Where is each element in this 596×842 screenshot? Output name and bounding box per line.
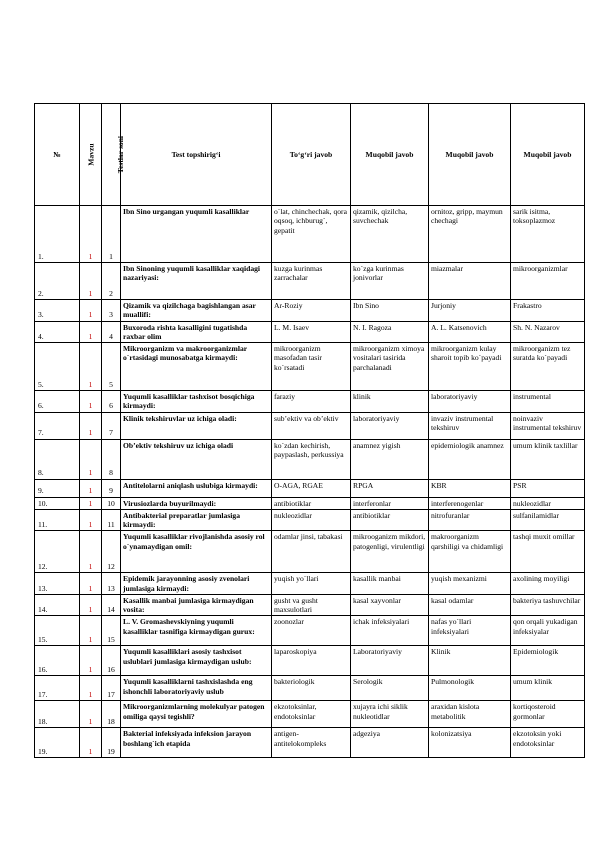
header-alt1: Muqobil javob: [351, 104, 429, 206]
row-number: 17.: [35, 676, 80, 701]
row-number: 18.: [35, 701, 80, 728]
row-test-count: 11: [102, 509, 121, 531]
correct-answer: yuqish yo`llari: [272, 573, 351, 595]
alternative-answer-2: yuqish mexanizmi: [429, 573, 511, 595]
alternative-answer-1: Laboratoriyaviy: [351, 646, 429, 676]
correct-answer: sub’ektiv va ob’ektiv: [272, 412, 351, 439]
alternative-answer-1: ko`zga kurinmas jonivorlar: [351, 263, 429, 300]
alternative-answer-1: antibiotiklar: [351, 509, 429, 531]
alternative-answer-1: ichak infeksiyalari: [351, 616, 429, 646]
correct-answer: faraziy: [272, 391, 351, 413]
row-number: 13.: [35, 573, 80, 595]
alternative-answer-3: kortiqosteroid gormonlar: [511, 701, 585, 728]
alternative-answer-2: makroorganizm qarshiligi va chidamligi: [429, 531, 511, 573]
alternative-answer-1: klinik: [351, 391, 429, 413]
correct-answer: antibiotiklar: [272, 497, 351, 509]
question-text: Ibn Sinoning yuqumli kasalliklar xaqidagi nazariyasi:: [121, 263, 272, 300]
header-row: [35, 104, 585, 206]
alternative-answer-2: Klinik: [429, 646, 511, 676]
correct-answer: ko`zdan kechirish, paypaslash, perkussiya: [272, 439, 351, 479]
alternative-answer-2: Jurjoniy: [429, 300, 511, 322]
row-test-count: 13: [102, 573, 121, 595]
row-number: 14.: [35, 594, 80, 616]
row-test-count: 6: [102, 391, 121, 413]
table-row: [35, 497, 585, 509]
question-text: Epidemik jarayonning asosiy zvenolari jumlasiga kirmaydi:: [121, 573, 272, 595]
row-number: 7.: [35, 412, 80, 439]
question-text: Virusiozlarda buyurilmaydi:: [121, 497, 272, 509]
row-number: 1.: [35, 206, 80, 263]
row-mavzu: 1: [80, 439, 102, 479]
alternative-answer-3: umum klinik: [511, 676, 585, 701]
row-test-count: 3: [102, 300, 121, 322]
row-test-count: 7: [102, 412, 121, 439]
correct-answer: odamlar jinsi, tabakasi: [272, 531, 351, 573]
table-row: [35, 509, 585, 531]
question-text: Mikroorganizmlarning molekulyar patogen omiliga qaysi tegishli?: [121, 701, 272, 728]
table-row: [35, 263, 585, 300]
row-test-count: 16: [102, 646, 121, 676]
alternative-answer-3: mikroorganizm tez suratda ko`payadi: [511, 343, 585, 391]
row-mavzu: 1: [80, 616, 102, 646]
row-mavzu: 1: [80, 412, 102, 439]
row-number: 19.: [35, 728, 80, 758]
alternative-answer-3: instrumental: [511, 391, 585, 413]
row-mavzu: 1: [80, 531, 102, 573]
alternative-answer-3: noinvaziv instrumental tekshiruv: [511, 412, 585, 439]
alternative-answer-3: ekzotoksin yoki endotoksinlar: [511, 728, 585, 758]
question-text: Yuqumli kasalliklar tashxisot bosqichiga kirmaydi:: [121, 391, 272, 413]
alternative-answer-3: qon orqali yukadigan infeksiyalar: [511, 616, 585, 646]
row-mavzu: 1: [80, 300, 102, 322]
alternative-answer-3: bakteriya tashuvchilar: [511, 594, 585, 616]
alternative-answer-3: sulfanilamidlar: [511, 509, 585, 531]
row-test-count: 18: [102, 701, 121, 728]
row-number: 4.: [35, 321, 80, 343]
alternative-answer-1: xujayra ichi siklik nukleotidlar: [351, 701, 429, 728]
question-text: Ob’ektiv tekshiruv uz ichiga oladi: [121, 439, 272, 479]
alternative-answer-2: mikroorganizm kulay sharoit topib ko`payadi: [429, 343, 511, 391]
alternative-answer-3: axolining moyiligi: [511, 573, 585, 595]
row-mavzu: 1: [80, 479, 102, 497]
table-row: [35, 206, 585, 263]
alternative-answer-2: kasal odamlar: [429, 594, 511, 616]
alternative-answer-2: Pulmonologik: [429, 676, 511, 701]
row-test-count: 1: [102, 206, 121, 263]
table-row: [35, 728, 585, 758]
table-row: [35, 479, 585, 497]
row-test-count: 19: [102, 728, 121, 758]
table-row: [35, 573, 585, 595]
question-text: Kasallik manbai jumlasiga kirmaydigan vosita:: [121, 594, 272, 616]
row-mavzu: 1: [80, 321, 102, 343]
alternative-answer-1: anamnez yigish: [351, 439, 429, 479]
question-text: L. V. Gromashevskiyning yuqumli kasalliklar tasnifiga kirmaydigan gurux:: [121, 616, 272, 646]
row-number: 12.: [35, 531, 80, 573]
row-test-count: 14: [102, 594, 121, 616]
row-test-count: 9: [102, 479, 121, 497]
row-number: 5.: [35, 343, 80, 391]
alternative-answer-3: Sh. N. Nazarov: [511, 321, 585, 343]
table-row: [35, 594, 585, 616]
header-correct: To‘g‘ri javob: [272, 104, 351, 206]
row-number: 10.: [35, 497, 80, 509]
alternative-answer-3: nukleozidlar: [511, 497, 585, 509]
alternative-answer-2: invaziv instrumental tekshiruv: [429, 412, 511, 439]
row-test-count: 4: [102, 321, 121, 343]
alternative-answer-2: miazmalar: [429, 263, 511, 300]
alternative-answer-1: adgeziya: [351, 728, 429, 758]
alternative-answer-2: interferenogenlar: [429, 497, 511, 509]
alternative-answer-3: tashqi muxit omillar: [511, 531, 585, 573]
row-test-count: 10: [102, 497, 121, 509]
table-row: [35, 701, 585, 728]
alternative-answer-1: Ibn Sino: [351, 300, 429, 322]
correct-answer: bakteriologik: [272, 676, 351, 701]
alternative-answer-3: Frakastro: [511, 300, 585, 322]
row-mavzu: 1: [80, 701, 102, 728]
table-row: [35, 676, 585, 701]
alternative-answer-1: kasal xayvonlar: [351, 594, 429, 616]
alternative-answer-2: nafas yo`llari infeksiyalari: [429, 616, 511, 646]
alternative-answer-1: qizamik, qizilcha, suvchechak: [351, 206, 429, 263]
row-test-count: 12: [102, 531, 121, 573]
row-mavzu: 1: [80, 497, 102, 509]
correct-answer: nukleozidlar: [272, 509, 351, 531]
table-body: [35, 206, 585, 758]
alternative-answer-2: A. L. Katsenovich: [429, 321, 511, 343]
row-number: 6.: [35, 391, 80, 413]
correct-answer: L. M. Isaev: [272, 321, 351, 343]
alternative-answer-1: interferonlar: [351, 497, 429, 509]
row-test-count: 2: [102, 263, 121, 300]
table-row: [35, 616, 585, 646]
alternative-answer-1: mikrooganizm mikdori, patogenligi, virulentligi: [351, 531, 429, 573]
alternative-answer-2: araxidan kislota metabolitik: [429, 701, 511, 728]
correct-answer: antigen-antitelokompleks: [272, 728, 351, 758]
row-mavzu: 1: [80, 594, 102, 616]
alternative-answer-3: Epidemiologik: [511, 646, 585, 676]
header-count: Testlar soni: [102, 104, 121, 206]
alternative-answer-3: umum klinik taxlillar: [511, 439, 585, 479]
row-number: 9.: [35, 479, 80, 497]
alternative-answer-2: KBR: [429, 479, 511, 497]
question-text: Ibn Sino urgangan yuqumli kasalliklar: [121, 206, 272, 263]
alternative-answer-2: nitrofuranlar: [429, 509, 511, 531]
row-mavzu: 1: [80, 573, 102, 595]
table-row: [35, 343, 585, 391]
header-alt3: Muqobil javob: [511, 104, 585, 206]
question-text: Yuqumli kasalliklarni tashxislashda eng ishonchli laboratoriyaviy uslub: [121, 676, 272, 701]
alternative-answer-1: kasallik manbai: [351, 573, 429, 595]
question-text: Antibakterial preparatlar jumlasiga kirmaydi:: [121, 509, 272, 531]
row-mavzu: 1: [80, 728, 102, 758]
header-alt2: Muqobil javob: [429, 104, 511, 206]
table-row: [35, 646, 585, 676]
table-row: [35, 439, 585, 479]
row-number: 15.: [35, 616, 80, 646]
table-row: [35, 300, 585, 322]
table-row: [35, 531, 585, 573]
question-text: Mikroorganizm va makroorganizmlar o`rtasidagi munosabatga kirmaydi:: [121, 343, 272, 391]
table-row: [35, 412, 585, 439]
correct-answer: laparoskopiya: [272, 646, 351, 676]
correct-answer: o`lat, chinchechak, qora oqsoq, ichburug`, gepatit: [272, 206, 351, 263]
question-text: Klinik tekshiruvlar uz ichiga oladi:: [121, 412, 272, 439]
alternative-answer-1: mikroorganizm ximoya vositalari tasirida parchalanadi: [351, 343, 429, 391]
row-test-count: 17: [102, 676, 121, 701]
correct-answer: kuzga kurinmas zarrachalar: [272, 263, 351, 300]
header-question: Test topshirig‘i: [121, 104, 272, 206]
alternative-answer-2: epidemiologik anamnez: [429, 439, 511, 479]
row-mavzu: 1: [80, 206, 102, 263]
header-num: №: [35, 104, 80, 206]
alternative-answer-3: mikroorganizmlar: [511, 263, 585, 300]
alternative-answer-1: RPGA: [351, 479, 429, 497]
row-mavzu: 1: [80, 263, 102, 300]
correct-answer: gusht va gusht maxsulotlari: [272, 594, 351, 616]
alternative-answer-3: sarik isitma, toksoplazmoz: [511, 206, 585, 263]
correct-answer: O-AGA, RGAE: [272, 479, 351, 497]
alternative-answer-3: PSR: [511, 479, 585, 497]
row-test-count: 5: [102, 343, 121, 391]
alternative-answer-1: Serologik: [351, 676, 429, 701]
row-mavzu: 1: [80, 676, 102, 701]
correct-answer: ekzotoksinlar, endotoksinlar: [272, 701, 351, 728]
row-number: 11.: [35, 509, 80, 531]
question-text: Yuqumli kasalliklar rivojlanishda asosiy rol o`ynamaydigan omil:: [121, 531, 272, 573]
alternative-answer-2: ornitoz, gripp, maymun chechagi: [429, 206, 511, 263]
correct-answer: Ar-Roziy: [272, 300, 351, 322]
row-mavzu: 1: [80, 343, 102, 391]
row-number: 16.: [35, 646, 80, 676]
row-test-count: 15: [102, 616, 121, 646]
row-number: 8.: [35, 439, 80, 479]
row-test-count: 8: [102, 439, 121, 479]
header-mavzu: Mavzu: [80, 104, 102, 206]
alternative-answer-1: N. I. Ragoza: [351, 321, 429, 343]
row-number: 2.: [35, 263, 80, 300]
row-mavzu: 1: [80, 391, 102, 413]
question-text: Bakterial infeksiyada infeksion jarayon boshlang`ich etapida: [121, 728, 272, 758]
table-row: [35, 321, 585, 343]
row-mavzu: 1: [80, 646, 102, 676]
question-text: Yuqumli kasalliklari asosiy tashxisot uslublari jumlasiga kirmaydigan uslub:: [121, 646, 272, 676]
table-row: [35, 391, 585, 413]
question-text: Buxoroda rishta kasalligini tugatishda raxbar olim: [121, 321, 272, 343]
correct-answer: mikroorganizm masofadan tasir ko`rsatadi: [272, 343, 351, 391]
row-mavzu: 1: [80, 509, 102, 531]
question-text: Qizamik va qizilchaga bagishlangan asar muallifi:: [121, 300, 272, 322]
alternative-answer-2: kolonizatsiya: [429, 728, 511, 758]
alternative-answer-2: laboratoriyaviy: [429, 391, 511, 413]
test-table: [34, 103, 585, 758]
question-text: Antitelolarni aniqlash uslubiga kirmaydi:: [121, 479, 272, 497]
alternative-answer-1: laboratoriyaviy: [351, 412, 429, 439]
correct-answer: zoonozlar: [272, 616, 351, 646]
row-number: 3.: [35, 300, 80, 322]
